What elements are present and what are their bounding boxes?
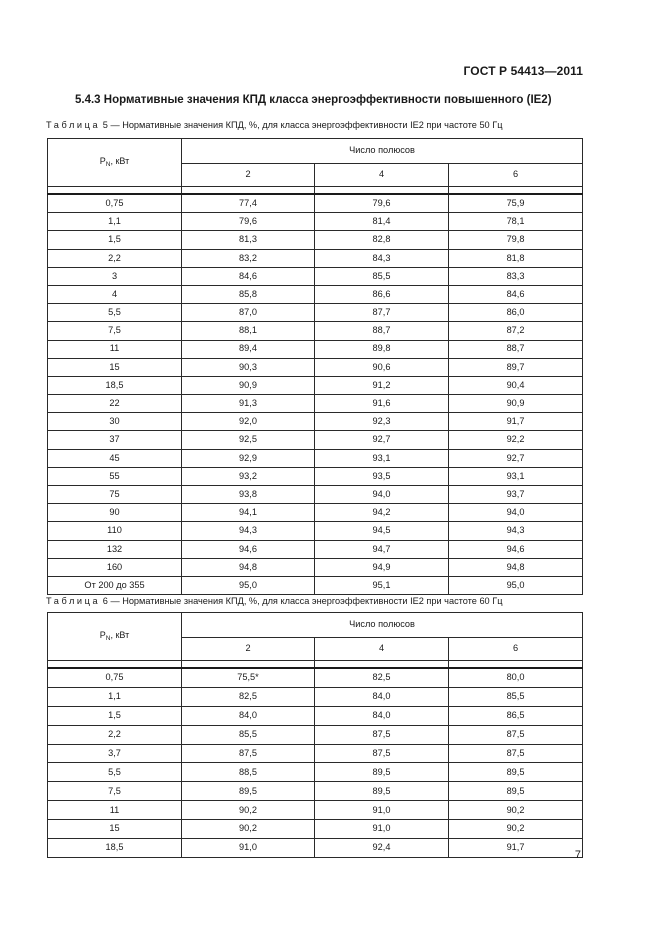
page-number: 7	[574, 849, 581, 861]
table6-pole-4: 4	[315, 638, 449, 661]
efficiency-cell: 94,9	[315, 558, 449, 576]
gap-cell	[449, 187, 583, 195]
efficiency-cell: 89,5	[449, 782, 583, 801]
power-cell: 1,1	[48, 687, 182, 706]
efficiency-cell: 87,5	[315, 744, 449, 763]
header-gap	[48, 661, 583, 669]
efficiency-cell: 89,5	[315, 782, 449, 801]
efficiency-cell: 85,5	[182, 725, 315, 744]
power-cell: 18,5	[48, 376, 182, 394]
efficiency-cell: 91,0	[315, 801, 449, 820]
power-cell: 1,1	[48, 213, 182, 231]
efficiency-cell: 90,6	[315, 358, 449, 376]
table-row	[48, 322, 583, 340]
efficiency-cell: 75,9	[449, 194, 583, 213]
efficiency-cell: 84,0	[182, 706, 315, 725]
table5-pole-4: 4	[315, 164, 449, 187]
efficiency-cell: 86,6	[315, 285, 449, 303]
table5-caption-text: 5 — Нормативные значения КПД, %, для класса энергоэффективности IE2 при частоте 50 Гц	[100, 120, 503, 130]
efficiency-cell: 90,4	[449, 376, 583, 394]
table-row	[48, 576, 583, 594]
power-cell: 90	[48, 504, 182, 522]
table-row	[48, 725, 583, 744]
efficiency-cell: 79,6	[182, 213, 315, 231]
table5-pole-2: 2	[182, 164, 315, 187]
efficiency-cell: 94,8	[182, 558, 315, 576]
efficiency-cell: 86,5	[449, 706, 583, 725]
efficiency-cell: 87,5	[315, 725, 449, 744]
efficiency-cell: 82,8	[315, 231, 449, 249]
efficiency-cell: 87,5	[449, 744, 583, 763]
table-row	[48, 213, 583, 231]
efficiency-cell: 84,0	[315, 706, 449, 725]
efficiency-cell: 89,5	[315, 763, 449, 782]
efficiency-cell: 89,8	[315, 340, 449, 358]
efficiency-cell: 92,7	[315, 431, 449, 449]
table-row	[48, 358, 583, 376]
table-row	[48, 340, 583, 358]
efficiency-cell: 88,5	[182, 763, 315, 782]
power-cell: 18,5	[48, 839, 182, 858]
table-row	[48, 486, 583, 504]
power-cell: 132	[48, 540, 182, 558]
efficiency-cell: 95,0	[449, 576, 583, 594]
power-subscript: N	[105, 634, 111, 642]
efficiency-cell: 90,2	[449, 801, 583, 820]
efficiency-cell: 87,0	[182, 304, 315, 322]
table-row	[48, 820, 583, 839]
table-row	[48, 449, 583, 467]
efficiency-cell: 90,3	[182, 358, 315, 376]
power-cell: 11	[48, 801, 182, 820]
efficiency-cell: 94,3	[182, 522, 315, 540]
table5-pole-6: 6	[449, 164, 583, 187]
efficiency-cell: 93,8	[182, 486, 315, 504]
power-unit: , кВт	[110, 155, 130, 166]
efficiency-cell: 94,0	[449, 504, 583, 522]
table6-poles-header: Число полюсов	[182, 613, 583, 638]
efficiency-cell: 79,8	[449, 231, 583, 249]
power-subscript: N	[105, 160, 111, 168]
efficiency-cell: 91,2	[315, 376, 449, 394]
power-cell: 15	[48, 358, 182, 376]
table-row	[48, 522, 583, 540]
efficiency-cell: 95,1	[315, 576, 449, 594]
table-row	[48, 267, 583, 285]
efficiency-cell: 91,6	[315, 395, 449, 413]
efficiency-cell: 81,4	[315, 213, 449, 231]
power-cell: 15	[48, 820, 182, 839]
efficiency-cell: 81,3	[182, 231, 315, 249]
power-cell: 11	[48, 340, 182, 358]
table-row	[48, 801, 583, 820]
power-cell: 4	[48, 285, 182, 303]
efficiency-cell: 95,0	[182, 576, 315, 594]
table6-pole-2: 2	[182, 638, 315, 661]
power-cell: 45	[48, 449, 182, 467]
efficiency-cell: 87,2	[449, 322, 583, 340]
table6-caption-label: Таблица	[46, 596, 101, 606]
efficiency-cell: 92,2	[449, 431, 583, 449]
efficiency-cell: 88,1	[182, 322, 315, 340]
table5	[47, 138, 583, 595]
efficiency-cell: 93,1	[449, 467, 583, 485]
table6-body	[48, 613, 583, 858]
table-row	[48, 706, 583, 725]
table6-caption-text: 6 — Нормативные значения КПД, %, для класса энергоэффективности IE2 при частоте 60 Гц	[100, 596, 503, 606]
table6	[47, 612, 583, 858]
efficiency-cell: 91,0	[182, 839, 315, 858]
efficiency-cell: 82,5	[182, 687, 315, 706]
power-cell: 22	[48, 395, 182, 413]
efficiency-cell: 94,0	[315, 486, 449, 504]
power-cell: 75	[48, 486, 182, 504]
efficiency-cell: 94,6	[182, 540, 315, 558]
gap-cell	[182, 187, 315, 195]
power-cell: 1,5	[48, 231, 182, 249]
gap-cell	[182, 661, 315, 669]
efficiency-cell: 81,8	[449, 249, 583, 267]
table-row	[48, 194, 583, 213]
power-cell: 55	[48, 467, 182, 485]
power-cell: 1,5	[48, 706, 182, 725]
section-heading: 5.4.3 Нормативные значения КПД класса энергоэффективности повышенного (IE2)	[75, 94, 552, 106]
efficiency-cell: 94,2	[315, 504, 449, 522]
table5-caption	[46, 120, 502, 130]
table5-caption-label: Таблица	[46, 120, 101, 130]
efficiency-cell: 84,6	[182, 267, 315, 285]
power-cell: 2,2	[48, 725, 182, 744]
efficiency-cell: 83,3	[449, 267, 583, 285]
efficiency-cell: 91,7	[449, 413, 583, 431]
efficiency-cell: 90,2	[449, 820, 583, 839]
efficiency-cell: 90,2	[182, 820, 315, 839]
gap-cell	[315, 661, 449, 669]
table-row	[48, 431, 583, 449]
efficiency-cell: 93,2	[182, 467, 315, 485]
power-cell: 7,5	[48, 322, 182, 340]
efficiency-cell: 75,5*	[182, 668, 315, 687]
table-row	[48, 763, 583, 782]
efficiency-cell: 87,7	[315, 304, 449, 322]
efficiency-cell: 94,7	[315, 540, 449, 558]
power-cell: 110	[48, 522, 182, 540]
power-cell: 0,75	[48, 194, 182, 213]
efficiency-cell: 94,1	[182, 504, 315, 522]
efficiency-cell: 87,5	[182, 744, 315, 763]
efficiency-cell: 92,4	[315, 839, 449, 858]
efficiency-cell: 88,7	[315, 322, 449, 340]
power-symbol: P	[99, 629, 106, 640]
power-cell: От 200 до 355	[48, 576, 182, 594]
efficiency-cell: 90,2	[182, 801, 315, 820]
efficiency-cell: 86,0	[449, 304, 583, 322]
efficiency-cell: 88,7	[449, 340, 583, 358]
power-cell: 3,7	[48, 744, 182, 763]
table-row	[48, 504, 583, 522]
efficiency-cell: 89,4	[182, 340, 315, 358]
table-row	[48, 467, 583, 485]
efficiency-cell: 79,6	[315, 194, 449, 213]
table5-body	[48, 139, 583, 595]
efficiency-cell: 94,5	[315, 522, 449, 540]
gap-cell	[315, 187, 449, 195]
power-cell: 3	[48, 267, 182, 285]
efficiency-cell: 84,3	[315, 249, 449, 267]
document-code: ГОСТ Р 54413—2011	[463, 64, 583, 78]
table-row	[48, 249, 583, 267]
efficiency-cell: 78,1	[449, 213, 583, 231]
power-cell: 7,5	[48, 782, 182, 801]
power-cell: 37	[48, 431, 182, 449]
power-cell: 5,5	[48, 304, 182, 322]
table-row	[48, 285, 583, 303]
efficiency-cell: 89,5	[182, 782, 315, 801]
table-row	[48, 782, 583, 801]
table6-caption	[46, 596, 502, 606]
table-row	[48, 304, 583, 322]
table-row	[48, 558, 583, 576]
efficiency-cell: 93,7	[449, 486, 583, 504]
table-row	[48, 395, 583, 413]
efficiency-cell: 90,9	[449, 395, 583, 413]
gap-cell	[48, 661, 182, 669]
efficiency-cell: 89,5	[449, 763, 583, 782]
table-row	[48, 668, 583, 687]
header-gap	[48, 187, 583, 195]
efficiency-cell: 90,9	[182, 376, 315, 394]
efficiency-cell: 92,7	[449, 449, 583, 467]
efficiency-cell: 89,7	[449, 358, 583, 376]
efficiency-cell: 91,3	[182, 395, 315, 413]
power-symbol: P	[99, 155, 106, 166]
efficiency-cell: 92,9	[182, 449, 315, 467]
table-row	[48, 231, 583, 249]
efficiency-cell: 94,8	[449, 558, 583, 576]
efficiency-cell: 84,0	[315, 687, 449, 706]
efficiency-cell: 94,6	[449, 540, 583, 558]
table-row	[48, 376, 583, 394]
efficiency-cell: 83,2	[182, 249, 315, 267]
efficiency-cell: 80,0	[449, 668, 583, 687]
efficiency-cell: 93,5	[315, 467, 449, 485]
efficiency-cell: 92,0	[182, 413, 315, 431]
efficiency-cell: 85,5	[449, 687, 583, 706]
efficiency-cell: 92,5	[182, 431, 315, 449]
efficiency-cell: 94,3	[449, 522, 583, 540]
efficiency-cell: 87,5	[449, 725, 583, 744]
power-cell: 160	[48, 558, 182, 576]
power-cell: 0,75	[48, 668, 182, 687]
efficiency-cell: 82,5	[315, 668, 449, 687]
efficiency-cell: 92,3	[315, 413, 449, 431]
table5-power-header	[48, 139, 182, 187]
efficiency-cell: 91,7	[449, 839, 583, 858]
power-cell: 5,5	[48, 763, 182, 782]
efficiency-cell: 91,0	[315, 820, 449, 839]
power-cell: 30	[48, 413, 182, 431]
gap-cell	[48, 187, 182, 195]
efficiency-cell: 77,4	[182, 194, 315, 213]
power-cell: 2,2	[48, 249, 182, 267]
table6-power-header	[48, 613, 182, 661]
efficiency-cell: 85,8	[182, 285, 315, 303]
table-row	[48, 687, 583, 706]
table-row	[48, 540, 583, 558]
table-row	[48, 839, 583, 858]
efficiency-cell: 84,6	[449, 285, 583, 303]
efficiency-cell: 93,1	[315, 449, 449, 467]
table-row	[48, 413, 583, 431]
table5-poles-header: Число полюсов	[182, 139, 583, 164]
power-unit: , кВт	[110, 629, 130, 640]
efficiency-cell: 85,5	[315, 267, 449, 285]
table-row	[48, 744, 583, 763]
gap-cell	[449, 661, 583, 669]
table6-pole-6: 6	[449, 638, 583, 661]
